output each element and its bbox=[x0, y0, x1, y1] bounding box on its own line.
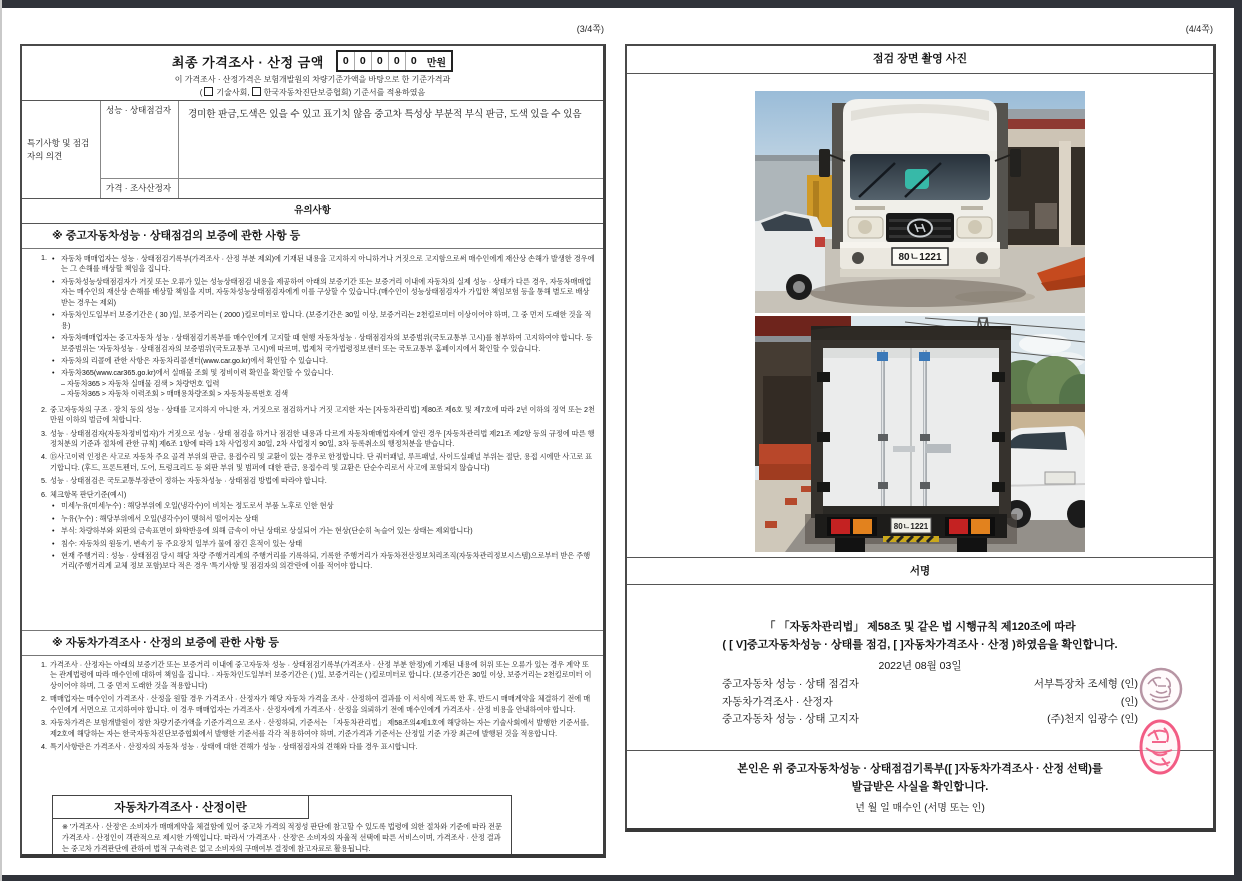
window-left-border bbox=[0, 0, 2, 881]
notice-bullet bbox=[50, 333, 595, 354]
bullet-dot-icon: • bbox=[52, 276, 55, 286]
bullet-subline: – 자동차365 > 자동차 이력조회 > 매매용차량조회 > 자동차등록번호 검색 bbox=[61, 389, 289, 399]
final-price-subtitle: 이 가격조사 · 산정가격은 보험개발원의 차량기준가액을 바탕으로 한 기준가격과 bbox=[174, 75, 451, 84]
notice-item-number: 5. bbox=[41, 476, 47, 486]
bullet-text: 누유(누수) : 해당부위에서 오일(냉각수)이 맺혀서 떨어지는 상태 bbox=[61, 513, 259, 523]
basis-prefix: ( bbox=[199, 88, 203, 97]
bullet-subline: – 자동차365 > 자동차 실매물 검색 > 차량번호 입력 bbox=[61, 378, 220, 388]
notice-bullet bbox=[50, 310, 595, 331]
notice-item-number: 3. bbox=[41, 718, 47, 728]
signature-section-title: 서명 bbox=[627, 557, 1213, 585]
basis-suffix: ) 기준서를 적용하였음 bbox=[348, 88, 426, 97]
notice-item-body bbox=[50, 476, 595, 486]
front-license-plate: 80ㄴ1221 bbox=[898, 252, 942, 263]
appraiser-label-cell: 가격 · 조사산정자 bbox=[101, 179, 179, 198]
notice-item-body bbox=[50, 405, 595, 426]
notice-item-body bbox=[50, 429, 595, 450]
inspector-label-cell: 성능 · 상태점검자 bbox=[101, 101, 179, 179]
notice-item-body bbox=[50, 718, 595, 739]
bullet-dot-icon: • bbox=[52, 254, 55, 263]
caution-section-title: 유의사항 bbox=[22, 199, 603, 224]
notice-bullet bbox=[50, 368, 595, 399]
bullet-dot-icon: • bbox=[52, 368, 55, 378]
bullet-dot-icon: • bbox=[52, 333, 55, 343]
bullet-dot-icon: • bbox=[52, 310, 55, 320]
notice-item-number: 2. bbox=[41, 694, 47, 704]
bullet-text: 자동차365(www.car365.go.kr)에서 실매물 조회 및 정비이력 확인을 확인할 수 있습니다. – 자동차365 > 자동차 실매물 검색 > 차량번호 입력 – 자동차365 > 자동차 이력조회 > 매매용차량조회 > 자동차등록번호 검색 bbox=[61, 368, 334, 399]
bullet-dot-icon: • bbox=[52, 501, 55, 511]
notice-bullet bbox=[50, 254, 595, 275]
notice-item-body bbox=[50, 742, 595, 752]
appraisal-info-body: ※ '가격조사 · 산정'은 소비자가 매매계약을 체결함에 있어 중고차 가격의 적정성 판단에 참고할 수 있도록 법령에 의한 절차와 기준에 따라 전문 가격조사 · 산정인이 객관적으로 제시한 가액입니다. 따라서 '가격조사 · 산정'은 소비자의 자율적 선택에 따른 서비스이며, 가격조사 · 산정 결과는 중고차 가격판단에 관하여 법적 구속력은 없고 소비자의 구매여부 결정에 참고자료로 활용됩니다. bbox=[62, 822, 502, 853]
confirmation-line-2: ( [ V]중고자동차성능 · 상태를 점검, [ ]자동차가격조사 · 산정 )하였음을 확인합니다. bbox=[722, 639, 1118, 652]
bullet-text: 자동차인도일부터 보증기간은 ( 30 )일, 보증거리는 ( 2000 )킬로미터로 합니다. (보증기간은 30일 이상, 보증거리는 2천킬로미터 이상이어야 하며, 그 중 먼저 도래한 것을 적용) bbox=[61, 310, 592, 330]
truck-rear-photo bbox=[755, 316, 1085, 552]
bullet-text: 현재 주행거리 : 성능 · 상태점검 당시 해당 차량 주행거리계의 주행거리를 기록하되, 기록한 주행거리가 자동차전산정보처리조직(자동차관리정보시스템)으로부터 받은 주행거리(주행거리계 교체 정보 포함)보다 적은 경우 '특기사항 및 점검자의 의견'란에 이를 적어야 합니다. bbox=[61, 550, 591, 571]
notice-item bbox=[34, 490, 595, 574]
notice-item-number: 6. bbox=[41, 489, 47, 499]
signer-value: 서부특장차 조세형 (인) bbox=[1033, 678, 1138, 691]
rear-license-plate: 80ㄴ1221 bbox=[893, 522, 929, 531]
bullet-dot-icon: • bbox=[52, 355, 55, 365]
notice-item bbox=[34, 742, 595, 752]
final-price-basis-line bbox=[22, 87, 603, 98]
notice-item-number: 2. bbox=[41, 404, 47, 414]
notice-item bbox=[34, 452, 595, 473]
signer-label: 중고자동차 성능 · 상태 고지자 bbox=[722, 713, 859, 726]
notice-bullet bbox=[50, 277, 595, 308]
confirmation-line-1: 「 「자동차관리법」 제58조 및 같은 법 시행규칙 제120조에 따라 bbox=[764, 621, 1076, 633]
appraiser-opinion-cell bbox=[179, 179, 603, 198]
notice-list-performance bbox=[22, 249, 603, 630]
notice-item-body bbox=[50, 660, 595, 691]
document-page-3 bbox=[20, 44, 606, 858]
signer-value: (인) bbox=[1120, 695, 1138, 708]
bullet-dot-icon: • bbox=[52, 550, 55, 560]
notice-item-number: 3. bbox=[41, 428, 47, 438]
notice-item-text: 가격조사 · 산정자는 아래의 보증기간 또는 보증거리 이내에 중고자동차 성능 · 상태점검기록부(가격조사 · 산정 부분 한정)에 기재된 내용에 허위 또는 오류가 있는 경우 계약 또는 관계법령에 따라 매수인에 대하여 책임을 집니다. · 자동차인도일부터 보증기간은 ( )일, 보증거리는 ( )킬로미터로 합니다. (보증기간은 30일 이상, 보증거리는 2천킬로미터 이상이어야 하며, 그 중 먼저 도래한 것을 적용합니다) bbox=[50, 660, 592, 690]
signer-label: 중고자동차 성능 · 상태 점검자 bbox=[722, 678, 859, 691]
inspection-date: 2022년 08월 03일 bbox=[878, 660, 962, 673]
notice-item-body bbox=[50, 490, 595, 574]
notice-bullet bbox=[50, 514, 595, 524]
notice-item-number: 1. bbox=[41, 253, 47, 262]
page-number-left: (3/4쪽) bbox=[576, 24, 604, 34]
notice-heading-appraisal: ※ 자동차가격조사 · 산정의 보증에 관한 사항 등 bbox=[22, 630, 603, 656]
signer-row-notifier bbox=[722, 711, 1138, 729]
inspector-seal-stamp bbox=[1138, 666, 1184, 712]
checkbox-kada[interactable] bbox=[252, 87, 261, 96]
notice-item-body bbox=[50, 694, 595, 715]
notice-item-text: 중고자동차의 구조 · 장치 등의 성능 · 상태를 고지하지 아니한 자, 거짓으로 점검하거나 거짓 고지한 자는 [자동차관리법] 제80조 제6호 및 제7호에 따라 2년 이하의 징역 또는 2천만원 이하의 벌금에 처합니다. bbox=[50, 404, 595, 425]
notice-item-body bbox=[50, 452, 595, 473]
table-row-header: 특기사항 및 점검자의 의견 bbox=[22, 101, 101, 198]
final-price-title: 최종 가격조사 · 산정 금액 bbox=[171, 54, 324, 70]
buyer-signature-line: 년 월 일 매수인 (서명 또는 인) bbox=[855, 803, 985, 815]
photo-section-title: 점검 장면 촬영 사진 bbox=[627, 46, 1213, 74]
notice-item-number: 4. bbox=[41, 742, 47, 752]
notice-bullet bbox=[50, 356, 595, 366]
final-price-amount-box bbox=[336, 50, 453, 72]
notice-item-number: 4. bbox=[41, 452, 47, 462]
notice-item-text: 특기사항란은 가격조사 · 산정자의 자동차 성능 · 상태에 대한 견해가 성능 · 상태점검자의 견해와 다를 경우 표시합니다. bbox=[50, 742, 418, 752]
window-right-border bbox=[1234, 0, 1242, 881]
checkbox-engineer-society[interactable] bbox=[204, 87, 213, 96]
notice-item-text: 성능 · 상태점검은 국토교통부장관이 정하는 자동차성능 · 상태점검 방법에 따라야 합니다. bbox=[50, 476, 327, 486]
amount-digit: 0 bbox=[342, 55, 349, 67]
notice-item-text: 체크항목 판단기준(예시) bbox=[50, 489, 127, 499]
signer-value: (주)천지 임광수 (인) bbox=[1047, 713, 1138, 726]
notice-item-text: 성능 · 상태점검자(자동차정비업자)가 거짓으로 성능 · 상태 점검을 하거나 점검한 내용과 다르게 자동차매매업자에게 알린 경우 [자동차관리법 제21조 제2항 등의 규정에 따른 행정처분의 기준과 절차에 관한 규칙] 제6조 1항에 따라 1차 사업정지 30일, 2차 사업정지 90일, 3차 등록취소의 행정처분을 받습니다. bbox=[50, 428, 595, 448]
notice-item-text: 자동차가격은 보험개발원이 정한 차량기준가액을 기준가격으로 조사 · 산정하되, 기준서는 「자동차관리법」 제58조의4제1호에 해당하는 자는 기술사회에서 발행한 기준서를, 제2호에 해당하는 자는 한국자동차진단보증협회에서 발행한 기준서를 각각 적용하여야 하며, 기준가격과 기준서는 산정일 기준 가장 최근에 발행된 것을 적용합니다. bbox=[50, 718, 589, 738]
signer-list bbox=[722, 676, 1138, 729]
document-page-4 bbox=[625, 44, 1216, 832]
notifier-seal-stamp bbox=[1138, 718, 1182, 776]
appraisal-info-title: 자동차가격조사 · 산정이란 bbox=[53, 796, 309, 819]
notice-item bbox=[34, 429, 595, 450]
notice-item bbox=[34, 405, 595, 426]
window-top-border bbox=[0, 0, 1242, 8]
notice-bullet bbox=[50, 551, 595, 572]
amount-digit: 0 bbox=[405, 52, 422, 70]
appraisal-info-box bbox=[52, 795, 512, 858]
notice-heading-performance: ※ 중고자동차성능 · 상태점검의 보증에 관한 사항 등 bbox=[22, 224, 603, 249]
notice-bullet bbox=[50, 501, 595, 511]
bullet-dot-icon: • bbox=[52, 526, 55, 536]
bullet-text: 침수: 자동차의 원동기, 변속기 등 주요장치 일부가 물에 잠긴 흔적이 있는 상태 bbox=[61, 538, 303, 548]
signer-row-inspector bbox=[722, 676, 1138, 694]
amount-digit: 0 bbox=[371, 52, 388, 70]
bullet-text: 부식: 차량하부와 외판의 금속표면이 화학반응에 의해 금속이 아닌 상태로 상실되어 가는 현상(단순히 녹슬어 있는 상태는 제외합니다) bbox=[61, 526, 473, 536]
amount-digit: 0 bbox=[388, 52, 405, 70]
notice-list-appraisal bbox=[22, 656, 603, 790]
notice-item bbox=[34, 660, 595, 691]
receipt-line-1: 본인은 위 중고자동차성능 · 상태점검기록부([ ]자동차가격조사 · 산정 선택)를 bbox=[737, 762, 1103, 775]
final-price-section bbox=[22, 46, 603, 101]
notice-item-body bbox=[50, 253, 595, 402]
buyer-receipt-statement bbox=[627, 750, 1213, 796]
notice-bullet bbox=[50, 526, 595, 536]
inspector-opinion-cell: 경미한 판금,도색은 있을 수 있고 표기치 않음 중고차 특성상 부분적 부식 판금, 도색 있을 수 있음 bbox=[179, 101, 603, 179]
bullet-text: 자동차 매매업자는 성능 · 상태점검기록부(가격조사 · 산정 부분 제외)에 기재된 내용을 고지하지 아니하거나 거짓으로 고지함으로써 매수인에게 재산상 손해가 발생한 경우에는 그 손해를 배상할 책임을 집니다. bbox=[61, 254, 595, 274]
notice-bullet bbox=[50, 539, 595, 549]
bullet-dot-icon: • bbox=[52, 513, 55, 523]
receipt-line-2: 발급받은 사실을 확인합니다. bbox=[851, 780, 989, 793]
checkbox-label: 한국자동차진단보증협회 bbox=[263, 88, 349, 97]
inspection-photos bbox=[627, 74, 1213, 552]
checkbox-label: 기술사회, bbox=[216, 88, 250, 97]
special-notes-table bbox=[22, 101, 603, 199]
signer-label: 자동차가격조사 · 산정자 bbox=[722, 695, 833, 708]
notice-item bbox=[34, 476, 595, 486]
notice-item-text: ⑮사고이력 인정은 사고로 자동차 주요 골격 부위의 판금, 용접수리 및 교환이 있는 경우로 한정합니다. 단 쿼터패널, 루프패널, 사이드실패널 부위는 절단, 용접 시에만 사고로 표기합니다. (후드, 프론트펜더, 도어, 트렁크리드 등 외판 부위 및 범퍼에 대한 판금, 용접수리 및 교환은 단순수리로서 사고에 포함되지 않습니다) bbox=[50, 452, 593, 472]
window-bottom-border bbox=[0, 875, 1242, 881]
notice-item bbox=[34, 694, 595, 715]
bullet-text: 미세누유(미세누수) : 해당부위에 오일(냉각수)이 비치는 정도로서 부품 노후로 인한 현상 bbox=[61, 501, 334, 511]
notice-item bbox=[34, 718, 595, 739]
notice-item-text: 매매업자는 매수인이 가격조사 · 산정을 원할 경우 가격조사 · 산정자가 해당 자동차 가격을 조사 · 산정하여 결과를 이 서식에 적도록 한 후, 반드시 매매계약을 체결하기 전에 매수인에게 서면으로 고지하여야 합니다. 이 경우 매매업자는 가격조사 · 산정자에게 가격조사 · 산정을 의뢰하기 전에 매수인에게 가격조사 · 산정 비용을 안내하여야 합니다. bbox=[50, 694, 591, 714]
amount-digit: 0 bbox=[354, 52, 371, 70]
notice-item-number: 1. bbox=[41, 660, 47, 669]
signer-row-appraiser bbox=[722, 694, 1138, 712]
bullet-text: 자동차성능상태점검자가 거짓 또는 오류가 있는 성능상태점검 내용을 제공하여 아래의 보증기간 또는 보증거리 이내에 자동차의 실제 성능 · 상태가 다른 경우, 자동차매매업자는 매수인의 재산상 손해를 배상할 책임을 지며, 자동차성능상태점검자에게 이를 구상할 수 있습니다.(매수인이 성능상태점검자가 가입한 책임보험 등을 통해 별도로 배상받는 경우는 제외) bbox=[61, 276, 592, 307]
bullet-text: 자동차매매업자는 중고자동차 성능 · 상태점검기록부를 매수인에게 고지할 때 현행 자동차성능 · 상태점검자의 보증범위(국토교통부 고시)를 첨부하여 고지하여야 합니다. 동 보증범위는 '자동차성능 · 상태점검자의 보증범위'(국토교통부 고시)에 따르며, 법제처 국가법령정보센터 또는 국토교통부 홈페이지에서 확인할 수 있습니다. bbox=[61, 333, 593, 353]
truck-front-photo bbox=[755, 91, 1085, 313]
bullet-text: 자동차의 리콜에 관한 사항은 자동차리콜센터(www.car.go.kr)에서 확인할 수 있습니다. bbox=[61, 355, 328, 365]
confirmation-statement bbox=[627, 618, 1213, 654]
amount-unit: 만원 bbox=[426, 57, 447, 69]
page-number-right: (4/4쪽) bbox=[1185, 24, 1213, 34]
notice-item bbox=[34, 253, 595, 402]
bullet-dot-icon: • bbox=[52, 538, 55, 548]
